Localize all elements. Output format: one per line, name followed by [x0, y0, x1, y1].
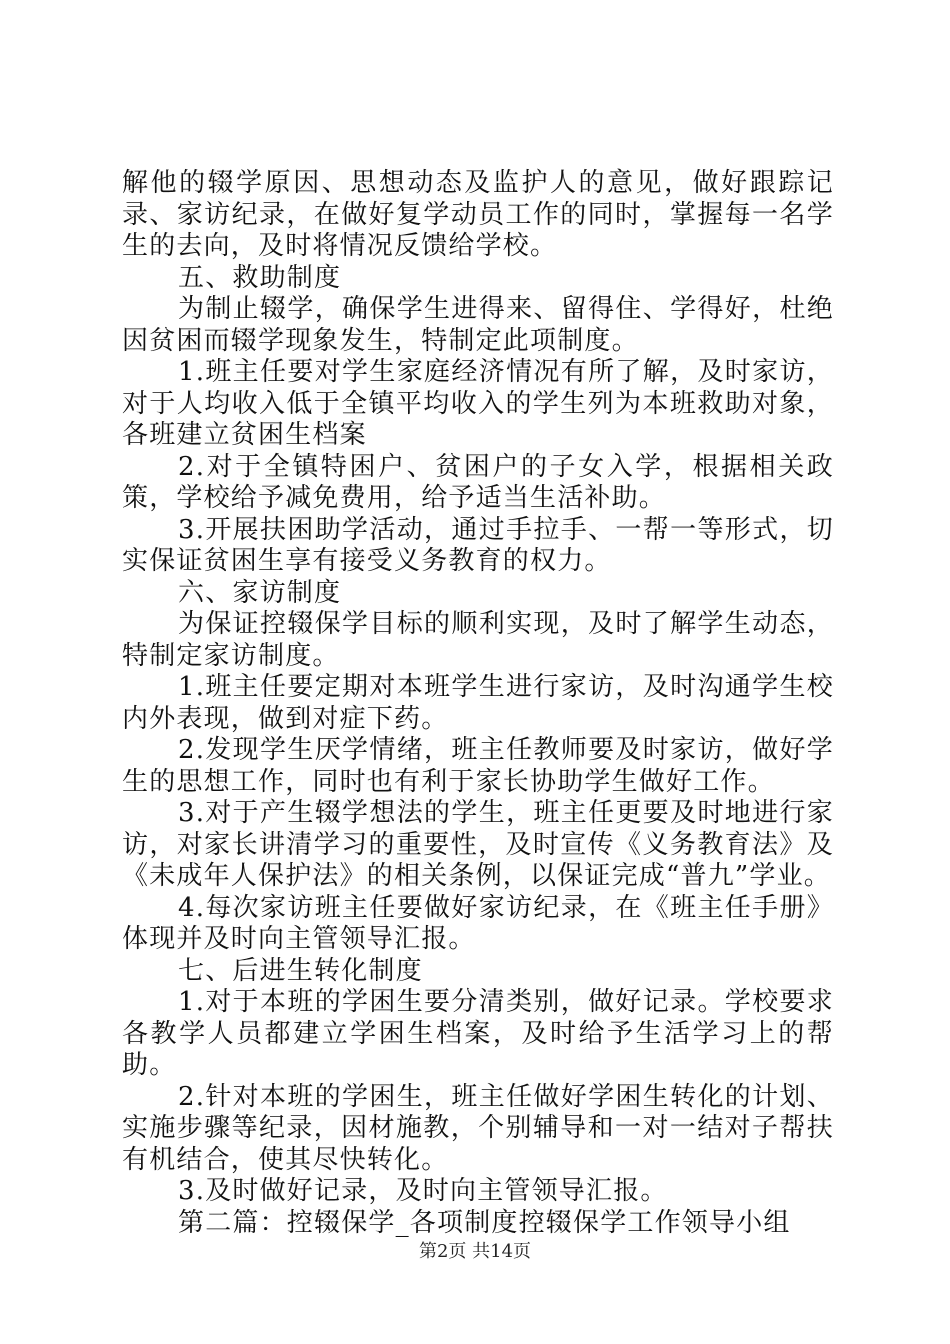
page-number-footer: 第2页 共14页 [418, 1241, 532, 1262]
paragraph-3: 为制止辍学，确保学生进得来、留得住、学得好，杜绝因贫困而辍学现象发生，特制定此项制度。 [122, 294, 834, 356]
paragraph-10: 2.发现学生厌学情绪，班主任教师要及时家访，做好学生的思想工作，同时也有利于家长协助学生做好工作。 [122, 735, 834, 797]
paragraph-5: 2.对于全镇特困户、贫困户的子女入学，根据相关政策，学校给予减免费用，给予适当生活补助。 [122, 451, 834, 513]
paragraph-16: 3.及时做好记录，及时向主管领导汇报。 [178, 1176, 668, 1206]
section-heading-five: 五、救助制度 [178, 262, 342, 293]
paragraph-12: 4.每次家访班主任要做好家访纪录，在《班主任手册》体现并及时向主管领导汇报。 [122, 892, 834, 954]
paragraph-11: 3.对于产生辍学想法的学生，班主任更要及时地进行家访，对家长讲清学习的重要性，及时宣传《义务教育法》及《未成年人保护法》的相关条例，以保证完成“普九”学业。 [122, 798, 834, 891]
paragraph-15: 2.针对本班的学困生，班主任做好学困生转化的计划、实施步骤等纪录，因材施教，个别辅导和一对一结对子帮扶有机结合，使其尽快转化。 [122, 1081, 834, 1175]
part-two-heading: 第二篇：控辍保学_各项制度控辍保学工作领导小组 [178, 1207, 791, 1238]
paragraph-14: 1.对于本班的学困生要分清类别，做好记录。学校要求各教学人员都建立学困生档案，及时给予生活学习上的帮助。 [122, 987, 834, 1080]
paragraph-9: 1.班主任要定期对本班学生进行家访，及时沟通学生校内外表现，做到对症下药。 [122, 672, 834, 734]
paragraph-8: 为保证控辍保学目标的顺利实现，及时了解学生动态，特制定家访制度。 [122, 609, 834, 671]
paragraph-6: 3.开展扶困助学活动，通过手拉手、一帮一等形式，切实保证贫困生享有接受义务教育的权力。 [122, 514, 834, 576]
section-heading-six: 六、家访制度 [178, 577, 342, 608]
section-heading-seven: 七、后进生转化制度 [178, 955, 423, 986]
document-body [122, 168, 834, 1239]
paragraph-1: 解他的辍学原因、思想动态及监护人的意见，做好跟踪记录、家访纪录，在做好复学动员工作的同时，掌握每一名学生的去向，及时将情况反馈给学校。 [122, 168, 834, 261]
paragraph-4: 1.班主任要对学生家庭经济情况有所了解，及时家访，对于人均收入低于全镇平均收入的学生列为本班救助对象，各班建立贫困生档案 [122, 357, 834, 450]
